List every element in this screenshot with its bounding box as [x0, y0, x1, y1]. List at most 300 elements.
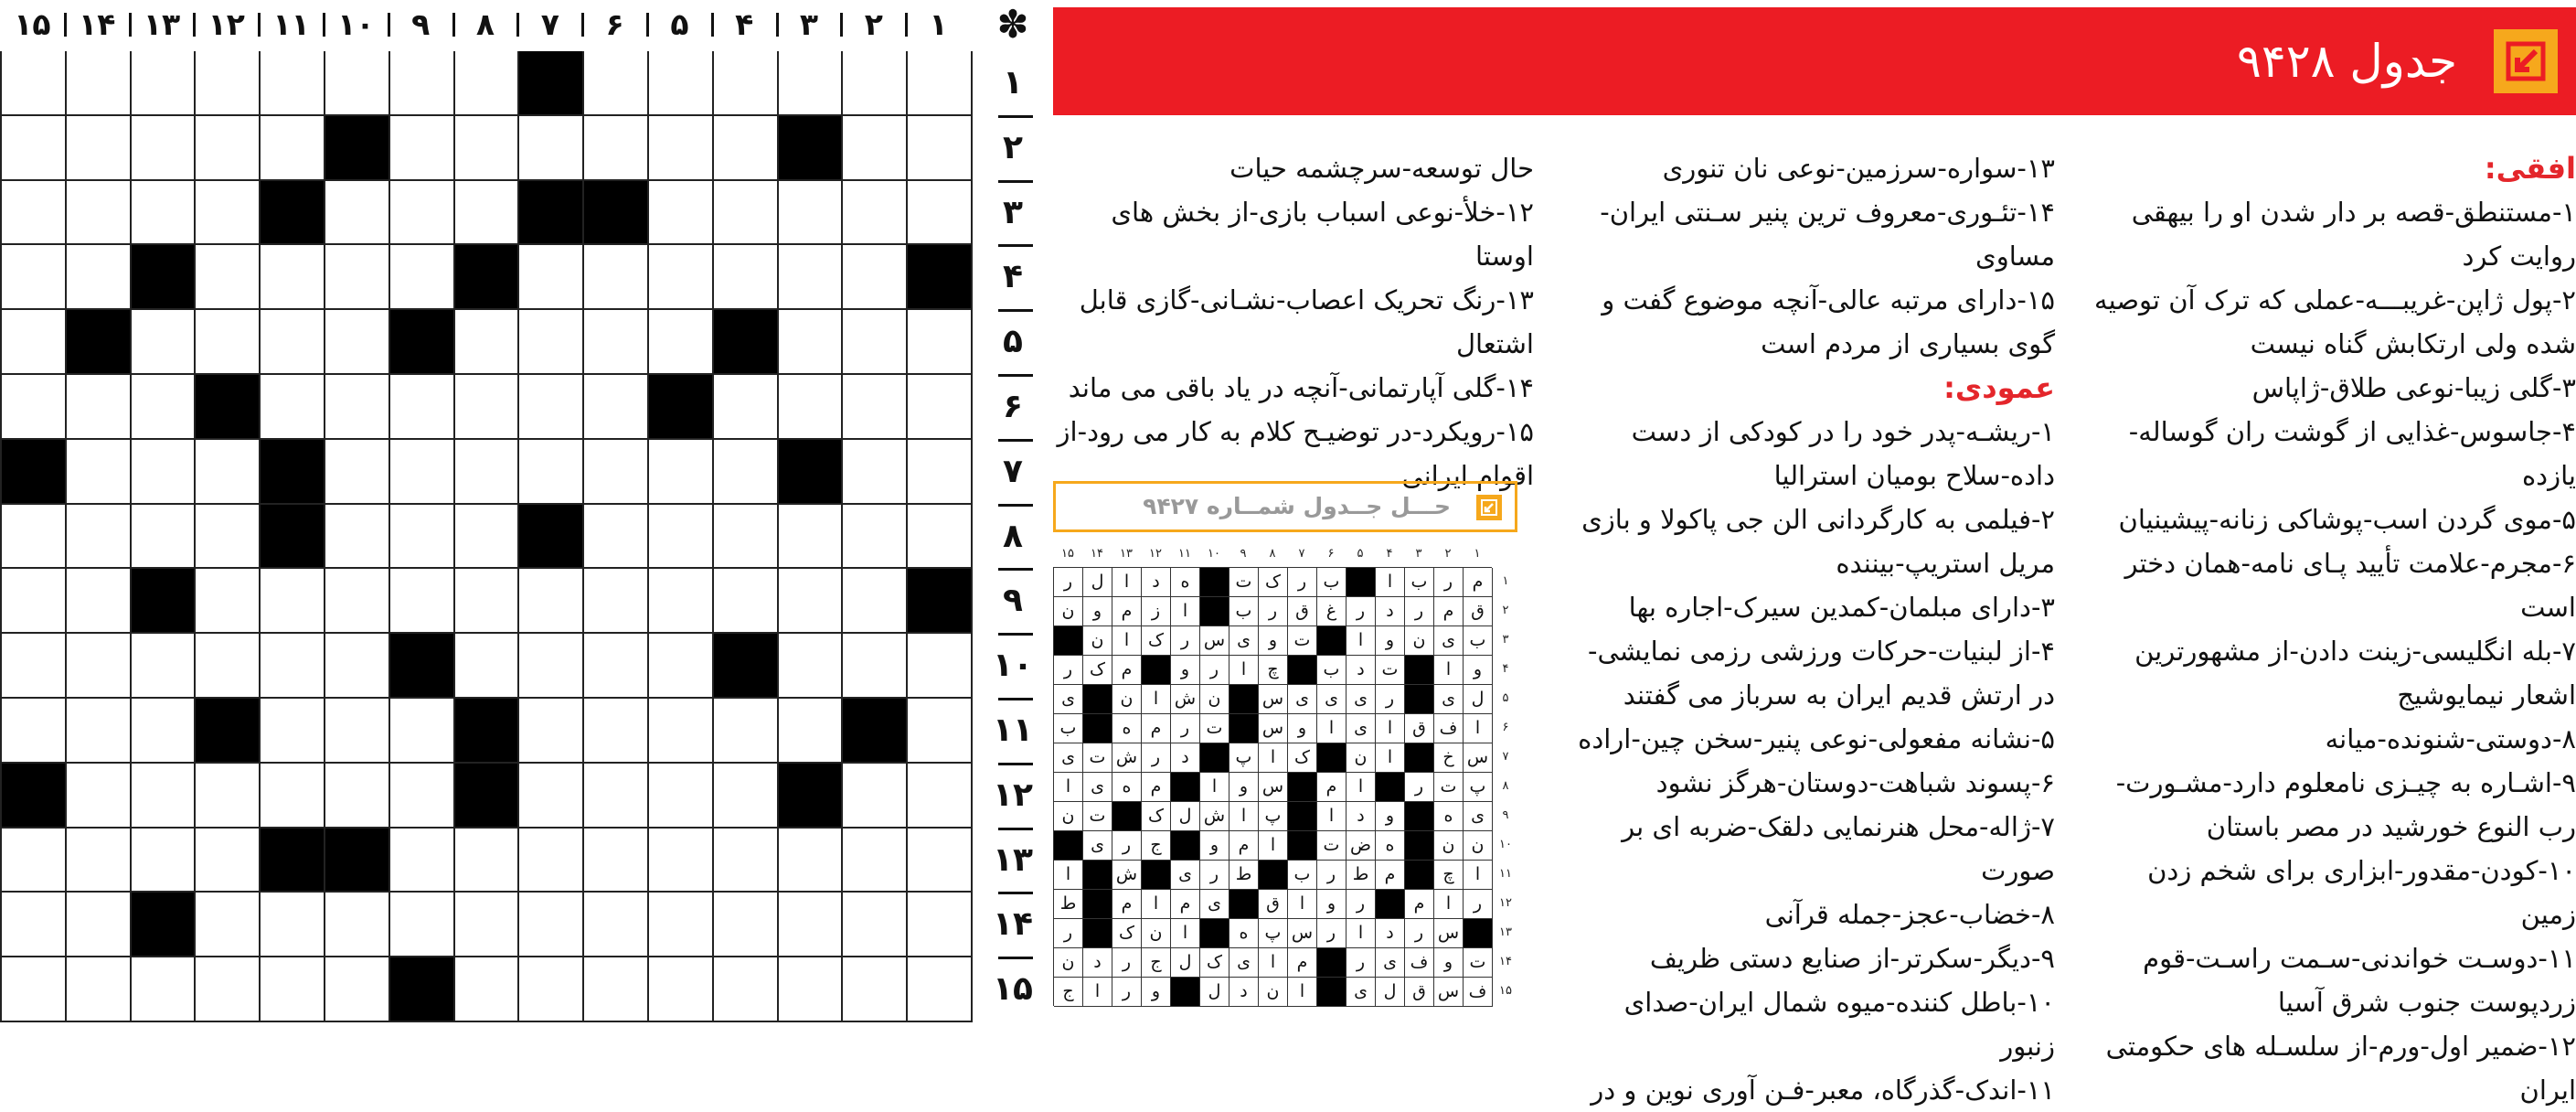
black-cell	[649, 375, 714, 440]
grid-cell[interactable]	[649, 569, 714, 634]
grid-cell[interactable]	[261, 893, 325, 957]
grid-cell[interactable]	[843, 634, 908, 699]
grid-cell[interactable]	[584, 957, 649, 1022]
grid-cell[interactable]	[67, 893, 132, 957]
grid-cell[interactable]	[779, 634, 844, 699]
grid-cell[interactable]	[261, 957, 325, 1022]
column-number: ۹	[411, 6, 431, 42]
grid-cell[interactable]	[132, 51, 197, 116]
solution-black-cell	[1142, 656, 1171, 685]
grid-cell[interactable]	[519, 310, 584, 375]
clue-item: ۱۲-خلأ-نوعی اسباب بازی-از بخش های اوستا	[1111, 197, 1534, 272]
grid-cell[interactable]	[67, 957, 132, 1022]
grid-cell[interactable]	[519, 893, 584, 957]
grid-cell[interactable]	[649, 51, 714, 116]
grid-cell[interactable]	[649, 634, 714, 699]
grid-cell[interactable]	[908, 829, 973, 893]
grid-cell[interactable]	[196, 957, 261, 1022]
grid-cell[interactable]	[584, 505, 649, 570]
clue-item: ۹-اشـاره به چیـزی نامعلوم دارد-مشـورت-رب النوع خورشید در مصر باستان	[2115, 767, 2576, 842]
solution-letter: ط	[1229, 861, 1259, 890]
solution-letter: ت	[1229, 568, 1259, 597]
solution-column-number: ۲	[1444, 547, 1452, 561]
solution-black-cell	[1200, 568, 1229, 597]
grid-cell[interactable]	[67, 569, 132, 634]
grid-cell[interactable]	[649, 699, 714, 764]
grid-cell[interactable]	[325, 51, 390, 116]
solution-black-cell	[1200, 743, 1229, 773]
black-cell	[455, 245, 520, 310]
grid-cell[interactable]	[2, 181, 67, 246]
grid-cell[interactable]	[584, 245, 649, 310]
grid-cell[interactable]	[649, 116, 714, 181]
solution-letter: و	[1229, 773, 1259, 802]
grid-cell[interactable]	[325, 505, 390, 570]
grid-cell[interactable]	[325, 893, 390, 957]
grid-cell[interactable]	[196, 51, 261, 116]
grid-cell[interactable]	[908, 634, 973, 699]
grid-cell[interactable]	[649, 245, 714, 310]
grid-cell[interactable]	[649, 181, 714, 246]
clue-item: ۱۰-باطل کننده-میوه شمال ایران-صدای زنبور	[1623, 987, 2055, 1062]
black-cell	[455, 699, 520, 764]
solution-row-number: ۱۴	[1499, 955, 1512, 968]
grid-cell[interactable]	[908, 505, 973, 570]
grid-cell[interactable]	[132, 440, 197, 505]
grid-cell[interactable]	[455, 375, 520, 440]
grid-cell[interactable]	[325, 764, 390, 829]
grid-cell[interactable]	[196, 764, 261, 829]
grid-cell[interactable]	[584, 893, 649, 957]
grid-cell[interactable]	[584, 634, 649, 699]
grid-cell[interactable]	[132, 829, 197, 893]
grid-cell[interactable]	[67, 245, 132, 310]
solution-letter: ا	[1142, 890, 1171, 919]
grid-cell[interactable]	[519, 699, 584, 764]
solution-letter: ا	[1229, 802, 1259, 831]
grid-cell[interactable]	[390, 245, 455, 310]
grid-cell[interactable]	[779, 505, 844, 570]
black-cell	[908, 569, 973, 634]
grid-cell[interactable]	[714, 245, 779, 310]
row-number: ۱۵	[993, 970, 1033, 1009]
grid-cell[interactable]	[325, 310, 390, 375]
clues-column-1	[2086, 146, 2576, 1112]
grid-cell[interactable]	[196, 245, 261, 310]
solution-letter: ل	[1464, 685, 1493, 714]
grid-cell[interactable]	[2, 699, 67, 764]
grid-cell[interactable]	[908, 181, 973, 246]
grid-cell[interactable]	[67, 440, 132, 505]
grid-cell[interactable]	[584, 440, 649, 505]
grid-cell[interactable]	[67, 699, 132, 764]
solution-letter: ر	[1317, 861, 1347, 890]
grid-cell[interactable]	[2, 957, 67, 1022]
grid-cell[interactable]	[325, 634, 390, 699]
grid-cell[interactable]	[843, 829, 908, 893]
grid-cell[interactable]	[714, 829, 779, 893]
grid-cell[interactable]	[390, 51, 455, 116]
solution-letter: م	[1112, 890, 1142, 919]
grid-cell[interactable]	[779, 51, 844, 116]
grid-cell[interactable]	[261, 310, 325, 375]
solution-letter: ر	[1405, 919, 1434, 948]
row-number: ۱	[1003, 64, 1023, 102]
solution-letter: ن	[1259, 978, 1288, 1007]
solution-letter: ت	[1200, 714, 1229, 743]
grid-cell[interactable]	[649, 893, 714, 957]
solution-letter: ش	[1171, 685, 1200, 714]
grid-cell[interactable]	[2, 116, 67, 181]
grid-cell[interactable]	[519, 245, 584, 310]
solution-letter: ا	[1259, 831, 1288, 861]
grid-cell[interactable]	[390, 893, 455, 957]
solution-letter: ا	[1054, 861, 1083, 890]
grid-cell[interactable]	[908, 116, 973, 181]
grid-cell[interactable]	[843, 893, 908, 957]
grid-cell[interactable]	[67, 116, 132, 181]
row-number: ۴	[1003, 258, 1023, 296]
grid-cell[interactable]	[67, 764, 132, 829]
grid-cell[interactable]	[714, 699, 779, 764]
grid-cell[interactable]	[649, 764, 714, 829]
grid-cell[interactable]	[714, 181, 779, 246]
solution-column-number: ۶	[1327, 547, 1335, 561]
clue-item: ۲-فیلمی به کارگردانی الن جی پاکولا و بازی مریل استریپ-بیننده	[1581, 504, 2055, 579]
solution-letter: ش	[1200, 802, 1229, 831]
grid-cell[interactable]	[132, 181, 197, 246]
grid-cell[interactable]	[649, 957, 714, 1022]
solution-letter: ک	[1112, 919, 1142, 948]
solution-letter: چ	[1434, 861, 1464, 890]
grid-cell[interactable]	[714, 375, 779, 440]
solution-letter: ی	[1376, 948, 1405, 978]
solution-row-number: ۱۵	[1499, 984, 1512, 998]
grid-cell[interactable]	[455, 505, 520, 570]
grid-cell[interactable]	[132, 375, 197, 440]
grid-cell[interactable]	[584, 829, 649, 893]
grid-cell[interactable]	[779, 569, 844, 634]
grid-cell[interactable]	[132, 116, 197, 181]
grid-cell[interactable]	[843, 375, 908, 440]
solution-letter: د	[1376, 597, 1405, 626]
solution-letter: م	[1288, 948, 1317, 978]
grid-cell[interactable]	[584, 569, 649, 634]
grid-cell[interactable]	[132, 957, 197, 1022]
grid-cell[interactable]	[132, 505, 197, 570]
grid-cell[interactable]	[67, 375, 132, 440]
black-cell	[584, 181, 649, 246]
grid-cell[interactable]	[2, 245, 67, 310]
solution-letter: ز	[1142, 597, 1171, 626]
grid-cell[interactable]	[2, 375, 67, 440]
solution-letter: ن	[1112, 685, 1142, 714]
grid-cell[interactable]	[584, 116, 649, 181]
grid-cell[interactable]	[390, 764, 455, 829]
solution-letter: ا	[1347, 773, 1376, 802]
grid-cell[interactable]	[843, 764, 908, 829]
grid-cell[interactable]	[908, 699, 973, 764]
black-cell	[67, 310, 132, 375]
grid-cell[interactable]	[390, 699, 455, 764]
grid-cell[interactable]	[2, 893, 67, 957]
grid-cell[interactable]	[2, 505, 67, 570]
grid-cell[interactable]	[132, 699, 197, 764]
grid-cell[interactable]	[132, 764, 197, 829]
grid-cell[interactable]	[455, 569, 520, 634]
grid-cell[interactable]	[261, 116, 325, 181]
grid-cell[interactable]	[779, 829, 844, 893]
grid-cell[interactable]	[649, 440, 714, 505]
grid-cell[interactable]	[261, 764, 325, 829]
grid-cell[interactable]	[455, 634, 520, 699]
solution-letter: ا	[1317, 714, 1347, 743]
grid-cell[interactable]	[67, 829, 132, 893]
grid-cell[interactable]	[649, 310, 714, 375]
solution-letter: ت	[1434, 773, 1464, 802]
grid-cell[interactable]	[843, 505, 908, 570]
grid-cell[interactable]	[908, 764, 973, 829]
solution-letter: س	[1434, 978, 1464, 1007]
solution-letter: و	[1200, 831, 1229, 861]
grid-cell[interactable]	[196, 893, 261, 957]
solution-letter: ی	[1434, 685, 1464, 714]
grid-cell[interactable]	[519, 957, 584, 1022]
grid-cell[interactable]	[843, 440, 908, 505]
solution-letter: و	[1259, 626, 1288, 656]
title-bar	[1053, 7, 2576, 115]
grid-cell[interactable]	[325, 375, 390, 440]
grid-cell[interactable]	[779, 181, 844, 246]
grid-cell[interactable]	[325, 181, 390, 246]
solution-letter: ت	[1288, 626, 1317, 656]
grid-cell[interactable]	[519, 569, 584, 634]
grid-cell[interactable]	[519, 440, 584, 505]
grid-cell[interactable]	[779, 375, 844, 440]
grid-cell[interactable]	[714, 957, 779, 1022]
grid-cell[interactable]	[196, 116, 261, 181]
grid-cell[interactable]	[908, 375, 973, 440]
grid-cell[interactable]	[779, 245, 844, 310]
grid-cell[interactable]	[261, 245, 325, 310]
solution-letter: س	[1259, 773, 1288, 802]
clue-item: ۱۰-کودن-مقدور-ابزاری برای شخم زدن زمین	[2147, 855, 2576, 930]
grid-cell[interactable]	[261, 569, 325, 634]
black-cell	[325, 829, 390, 893]
grid-cell[interactable]	[843, 181, 908, 246]
solution-letter: ب	[1317, 656, 1347, 685]
grid-cell[interactable]	[325, 569, 390, 634]
grid-cell[interactable]	[325, 245, 390, 310]
grid-cell[interactable]	[455, 51, 520, 116]
grid-cell[interactable]	[390, 505, 455, 570]
grid-cell[interactable]	[67, 505, 132, 570]
grid-cell[interactable]	[519, 116, 584, 181]
grid-cell[interactable]	[714, 569, 779, 634]
grid-cell[interactable]	[2, 634, 67, 699]
corner-symbol: ✽	[996, 2, 1029, 47]
grid-cell[interactable]	[714, 440, 779, 505]
clue-item: ۵-موی گردن اسب-پوشاکی زنانه-پیشینیان	[2118, 504, 2576, 535]
solution-black-cell	[1464, 919, 1493, 948]
grid-cell[interactable]	[196, 829, 261, 893]
grid-cell[interactable]	[843, 116, 908, 181]
grid-cell[interactable]	[779, 699, 844, 764]
solution-letter: ل	[1083, 568, 1112, 597]
solution-black-cell	[1171, 831, 1200, 861]
grid-cell[interactable]	[390, 829, 455, 893]
solution-letter: و	[1434, 948, 1464, 978]
grid-cell[interactable]	[2, 829, 67, 893]
grid-cell[interactable]	[584, 375, 649, 440]
solution-row-number: ۱۲	[1499, 896, 1512, 910]
grid-cell[interactable]	[649, 505, 714, 570]
solution-letter: ر	[1171, 714, 1200, 743]
grid-cell[interactable]	[843, 569, 908, 634]
clue-item: ۱۵-رویکرد-در توضیـح کلام به کار می رود-از اقوام ایرانی	[1057, 416, 1534, 491]
grid-cell[interactable]	[519, 829, 584, 893]
grid-cell[interactable]	[519, 634, 584, 699]
grid-cell[interactable]	[390, 181, 455, 246]
grid-cell[interactable]	[584, 764, 649, 829]
grid-cell[interactable]	[455, 116, 520, 181]
solution-black-cell	[1200, 597, 1229, 626]
grid-cell[interactable]	[196, 505, 261, 570]
grid-cell[interactable]	[779, 957, 844, 1022]
grid-cell[interactable]	[325, 699, 390, 764]
solution-letter: ت	[1083, 743, 1112, 773]
grid-cell[interactable]	[261, 699, 325, 764]
solution-letter: ی	[1464, 802, 1493, 831]
grid-cell[interactable]	[455, 957, 520, 1022]
grid-cell[interactable]	[325, 957, 390, 1022]
solution-letter: م	[1112, 597, 1142, 626]
grid-cell[interactable]	[390, 375, 455, 440]
grid-cell[interactable]	[714, 764, 779, 829]
solution-letter: ت	[1083, 802, 1112, 831]
column-number: ۳	[799, 6, 819, 42]
clue-item: ۷-ژاله-محل هنرنمایی دلقک-ضربه ای بر صورت	[1622, 811, 2055, 886]
grid-cell[interactable]	[779, 310, 844, 375]
row-number: ۱۰	[993, 647, 1033, 685]
grid-cell[interactable]	[908, 310, 973, 375]
solution-letter: ا	[1464, 714, 1493, 743]
solution-column-number: ۱۵	[1061, 547, 1074, 561]
solution-column-number: ۱۰	[1208, 547, 1220, 561]
grid-cell[interactable]	[908, 440, 973, 505]
grid-cell[interactable]	[325, 440, 390, 505]
solution-letter: ا	[1464, 861, 1493, 890]
grid-cell[interactable]	[2, 310, 67, 375]
solution-letter: ر	[1054, 656, 1083, 685]
grid-cell[interactable]	[390, 116, 455, 181]
solution-letter: ا	[1229, 656, 1259, 685]
grid-cell[interactable]	[584, 310, 649, 375]
solution-black-cell	[1405, 656, 1434, 685]
solution-letter: ا	[1288, 978, 1317, 1007]
clue-item: ۳-گلی زیبا-نوعی طلاق-ژاپاس	[2251, 372, 2576, 403]
grid-cell[interactable]	[843, 310, 908, 375]
grid-cell[interactable]	[714, 505, 779, 570]
grid-cell[interactable]	[67, 181, 132, 246]
grid-cell[interactable]	[196, 310, 261, 375]
solution-letter: ن	[1200, 685, 1229, 714]
solution-letter: ا	[1200, 773, 1229, 802]
grid-cell[interactable]	[455, 440, 520, 505]
black-cell	[196, 375, 261, 440]
grid-cell[interactable]	[196, 569, 261, 634]
solution-letter: ک	[1142, 802, 1171, 831]
clue-item: ۱-مستنطق-قصه بر دار شدن او را بیهقی روایت کرد	[2131, 197, 2576, 272]
grid-cell[interactable]	[843, 957, 908, 1022]
solution-row-number: ۱۳	[1499, 925, 1512, 939]
grid-cell[interactable]	[196, 440, 261, 505]
grid-cell[interactable]	[261, 634, 325, 699]
grid-cell[interactable]	[261, 51, 325, 116]
grid-cell[interactable]	[519, 375, 584, 440]
grid-cell[interactable]	[714, 51, 779, 116]
black-cell	[390, 310, 455, 375]
grid-cell[interactable]	[2, 569, 67, 634]
grid-cell[interactable]	[714, 893, 779, 957]
grid-cell[interactable]	[261, 375, 325, 440]
clue-item: ۱۳-سواره-سرزمین-نوعی نان تنوری	[1662, 153, 2055, 184]
grid-cell[interactable]	[196, 181, 261, 246]
grid-cell[interactable]	[584, 51, 649, 116]
grid-cell[interactable]	[779, 893, 844, 957]
grid-cell[interactable]	[67, 51, 132, 116]
grid-cell[interactable]	[132, 310, 197, 375]
grid-cell[interactable]	[843, 51, 908, 116]
grid-cell[interactable]	[390, 569, 455, 634]
grid-cell[interactable]	[2, 51, 67, 116]
solution-row-numbers	[1492, 567, 1519, 1006]
grid-cell[interactable]	[196, 634, 261, 699]
grid-cell[interactable]	[649, 829, 714, 893]
solution-letter: ا	[1347, 919, 1376, 948]
grid-cell[interactable]	[519, 764, 584, 829]
grid-cell[interactable]	[455, 829, 520, 893]
solution-black-cell	[1405, 831, 1434, 861]
black-cell	[261, 829, 325, 893]
grid-cell[interactable]	[584, 699, 649, 764]
grid-cell[interactable]	[714, 116, 779, 181]
grid-cell[interactable]	[908, 957, 973, 1022]
grid-cell[interactable]	[455, 893, 520, 957]
solution-letter: ا	[1288, 890, 1317, 919]
grid-cell[interactable]	[843, 245, 908, 310]
solution-letter: ر	[1112, 978, 1142, 1007]
grid-cell[interactable]	[908, 893, 973, 957]
clue-item: ۸-خضاب-عجز-جمله قرآنی	[1764, 899, 2055, 930]
solution-column-number: ۴	[1386, 547, 1393, 561]
solution-letter: ن	[1083, 626, 1112, 656]
solution-column-numbers	[1053, 547, 1492, 567]
grid-cell[interactable]	[455, 181, 520, 246]
clue-item: ۲-پول ژاپن-غریبـــه-عملی که ترک آن توصیه شده ولی ارتکابش گناه نیست	[2094, 284, 2576, 359]
solution-letter: ط	[1347, 861, 1376, 890]
solution-letter: م	[1464, 568, 1493, 597]
grid-cell[interactable]	[132, 634, 197, 699]
grid-cell[interactable]	[455, 310, 520, 375]
column-number: ۱	[929, 6, 948, 42]
solution-black-cell	[1405, 743, 1434, 773]
grid-cell[interactable]	[908, 51, 973, 116]
black-cell	[779, 764, 844, 829]
grid-cell[interactable]	[390, 440, 455, 505]
row-number: ۵	[1003, 323, 1023, 361]
grid-cell[interactable]	[67, 634, 132, 699]
